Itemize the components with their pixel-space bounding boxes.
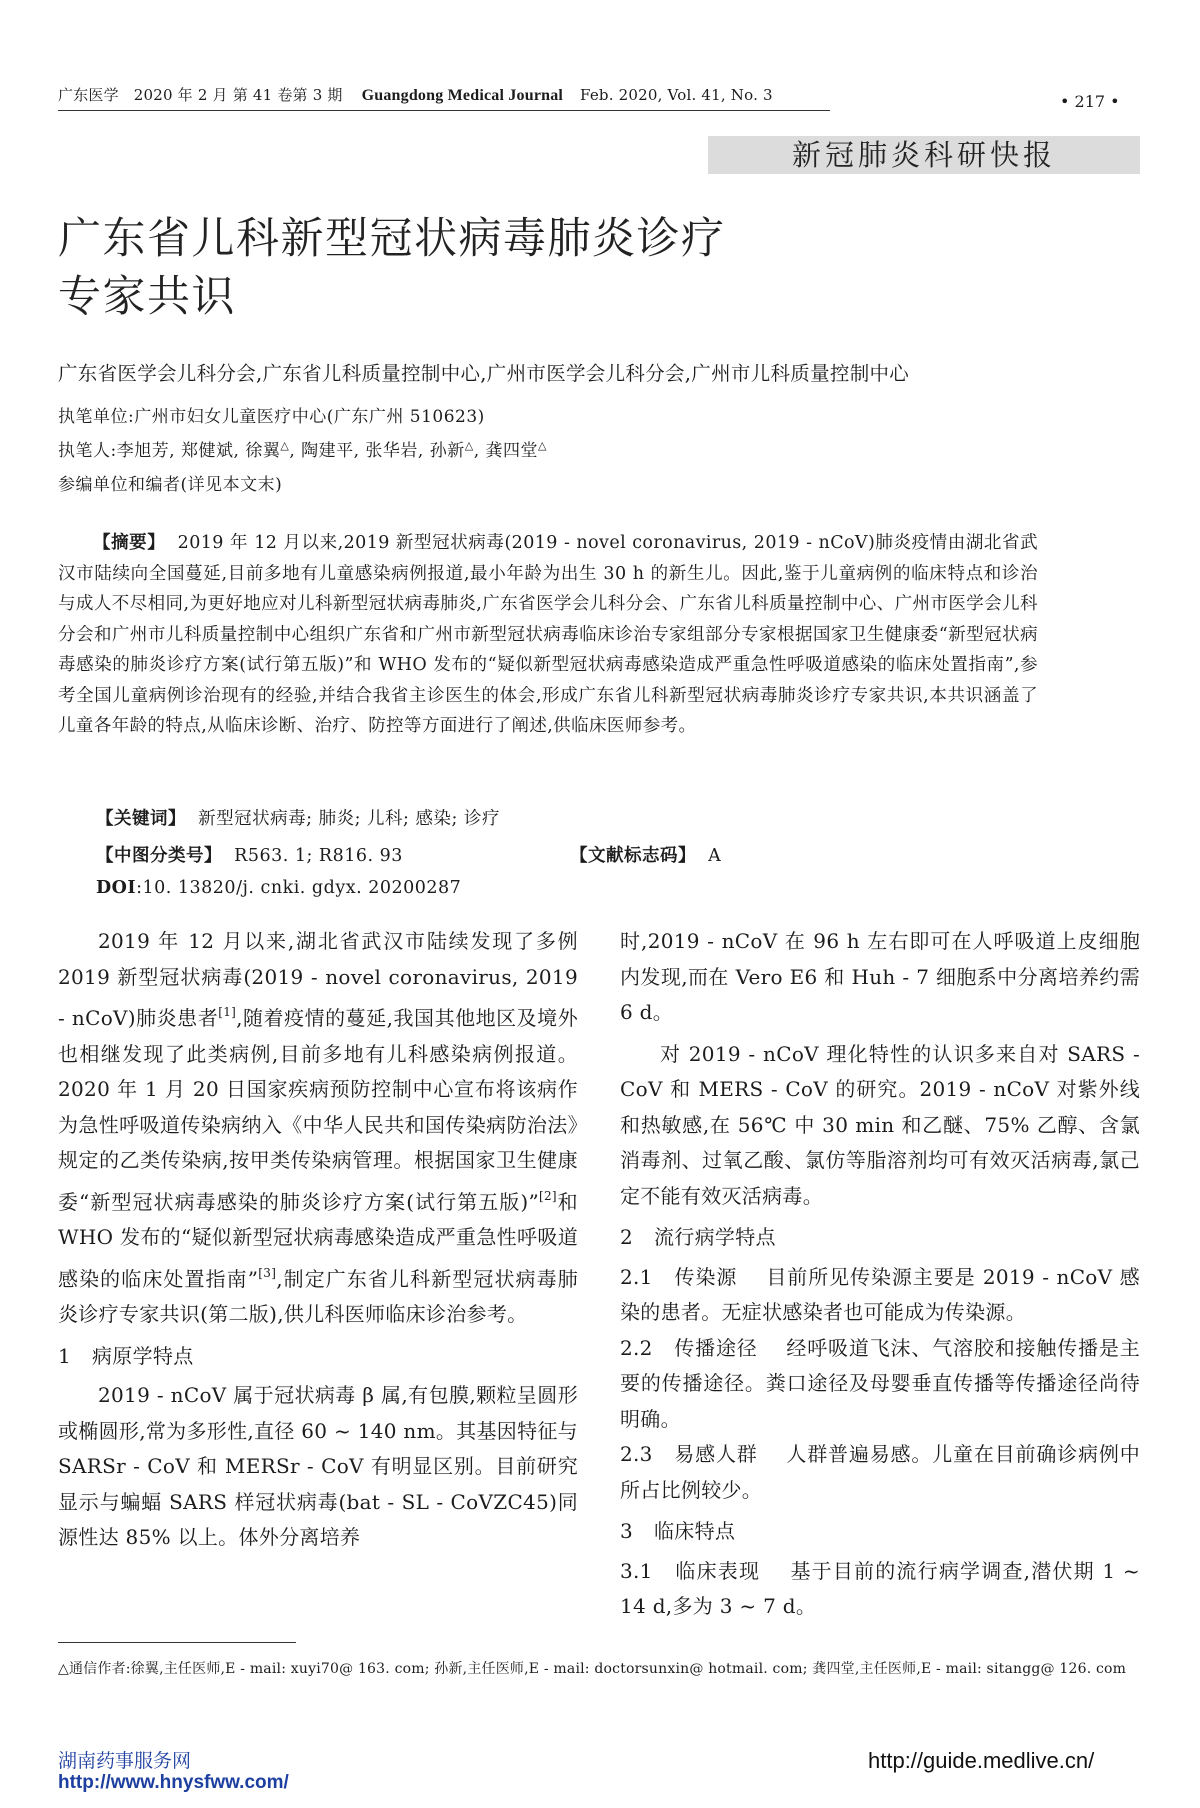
culture-paragraph: 时,2019 - nCoV 在 96 h 左右即可在人呼吸道上皮细胞内发现,而在 Vero E6 和 Huh - 7 细胞系中分离培养约需 6 d。: [620, 929, 1140, 1024]
watermark-medlive-url[interactable]: http://guide.medlive.cn/: [868, 1748, 1095, 1773]
header-rule: [58, 110, 830, 111]
subsection-title: 易感人群: [674, 1442, 758, 1466]
clc-label: 【中图分类号】: [96, 846, 222, 866]
issue-info-en: Feb. 2020, Vol. 41, No. 3: [580, 86, 773, 104]
physicochemical-paragraph: 对 2019 - nCoV 理化特性的认识多来自对 SARS - CoV 和 MERS - CoV 的研究。2019 - nCoV 对紫外线和热敏感,在 56℃ 中 30 min 和乙醚、75% 乙醇、含氯消毒剂、过氧乙酸、氯仿等脂溶剂均可有效灭活病毒,氯己定不能有效灭活病毒。: [620, 1041, 1140, 1208]
section-heading-3: [620, 1514, 1140, 1550]
writers-b: , 陶建平, 张华岩, 孙新: [289, 441, 465, 461]
section-heading-2: [620, 1220, 1140, 1256]
subsection-number: 3.1: [620, 1558, 653, 1583]
writers: [58, 436, 547, 461]
title-line-2: 专家共识: [58, 272, 236, 322]
clc-number: [96, 842, 403, 867]
citation-3[interactable]: [3]: [258, 1265, 277, 1280]
abstract-text: 2019 年 12 月以来,2019 新型冠状病毒(2019 - novel coronavirus, 2019 - nCoV)肺炎疫情由湖北省武汉市陆续向全国蔓延,目前多地有儿童感染病例报道,最小年龄为出生 30 h 的新生儿。因此,鉴于儿童病例的临床特点和诊治与成人不尽相同,为更好地应对儿科新型冠状病毒肺炎,广东省医学会儿科分会、广东省儿科质量控制中心、广州市医学会儿科分会和广州市儿科质量控制中心组织广东省和广州市新型冠状病毒临床诊治专家组部分专家根据国家卫生健康委“新型冠状病毒感染的肺炎诊疗方案(试行第五版)”和 WHO 发布的“疑似新型冠状病毒感染造成严重急性呼吸道感染的临床处置指南”,参考全国儿童病例诊治现有的经验,并结合我省主诊医生的体会,形成广东省儿科新型冠状病毒肺炎诊疗专家共识,本共识涵盖了儿童各年龄的特点,从临床诊断、治疗、防控等方面进行了阐述,供临床医师参考。: [58, 533, 1038, 736]
body-column-left: [58, 924, 578, 1556]
abstract: [58, 528, 1038, 742]
subsection-number: 2.2: [620, 1335, 653, 1360]
doi-label: DOI: [96, 878, 137, 898]
title-line-1: 广东省儿科新型冠状病毒肺炎诊疗: [58, 214, 726, 264]
body-column-right: [620, 924, 1140, 1625]
subsection-text: 人群普遍易感。儿童在目前确诊病例中所占比例较少。: [620, 1442, 1140, 1502]
section-number: 2: [620, 1225, 634, 1249]
keywords-label: 【关键词】: [96, 809, 186, 829]
writers-c: , 龚四堂: [473, 441, 539, 461]
section-title: 临床特点: [654, 1519, 736, 1543]
subsection-number: 2.1: [620, 1264, 653, 1289]
subsection-2-3: [620, 1437, 1140, 1508]
intro-text-3: 和 WHO 发布的“疑似新型冠状病毒感染造成严重急性呼吸道感染的临床处置指南”: [58, 1189, 578, 1291]
abstract-label: 【摘要】: [93, 533, 166, 553]
keywords: [96, 805, 500, 830]
watermark-site-name: 湖南药事服务网: [58, 1751, 192, 1772]
subsection-text: 经呼吸道飞沫、气溶胶和接触传播是主要的传播途径。粪口途径及母婴垂直传播等传播途径尚待明确。: [620, 1335, 1140, 1431]
section-number: 1: [58, 1343, 72, 1368]
article-title: [58, 210, 726, 326]
intro-paragraph: [58, 924, 578, 1333]
subsection-text: 目前所见传染源主要是 2019 - nCoV 感染的患者。无症状感染者也可能成为传染源。: [620, 1264, 1140, 1324]
running-header: [58, 84, 773, 105]
corresponding-mark: △: [538, 439, 547, 452]
footnote-rule: [58, 1642, 296, 1643]
doi-text: :10. 13820/j. cnki. gdyx. 20200287: [136, 878, 462, 898]
subsection-title: 传染源: [674, 1264, 738, 1289]
page-number: • 217 •: [1060, 92, 1120, 111]
etiology-paragraph: 2019 - nCoV 属于冠状病毒 β 属,有包膜,颗粒呈圆形或椭圆形,常为多形性,直径 60 ~ 140 nm。其基因特征与 SARSr - CoV 和 MERSr - CoV 有明显区别。目前研究显示与蝙蝠 SARS 样冠状病毒(bat - SL - CoVZC45)同源性达 85% 以上。体外分离培养: [58, 1383, 578, 1549]
document-code: [570, 842, 721, 867]
writing-unit: 执笔单位:广州市妇女儿童医疗中心(广东广州 510623): [58, 407, 485, 427]
keywords-text: 新型冠状病毒; 肺炎; 儿科; 感染; 诊疗: [198, 809, 500, 829]
intro-text-2: ,随着疫情的蔓延,我国其他地区及境外也相继发现了此类病例,目前多地有儿科感染病例报道。2020 年 1 月 20 日国家疾病预防控制中心宣布将该病作为急性呼吸道传染病纳入《中华人民共和国传染病防治法》规定的乙类传染病,按甲类传染病管理。根据国家卫生健康委“新型冠状病毒感染的肺炎诊疗方案(试行第五版)”: [58, 1006, 578, 1214]
subsection-2-1: [620, 1260, 1140, 1331]
author-organizations: 广东省医学会儿科分会,广东省儿科质量控制中心,广州市医学会儿科分会,广州市儿科质量控制中心: [58, 362, 910, 385]
intro-text-1: 2019 年 12 月以来,湖北省武汉市陆续发现了多例 2019 新型冠状病毒(2019 - novel coronavirus, 2019 - nCoV)肺炎患者: [58, 929, 578, 1030]
column-banner: 新冠肺炎科研快报: [708, 136, 1140, 174]
subsection-text: 基于目前的流行病学调查,潜伏期 1 ~ 14 d,多为 3 ~ 7 d。: [620, 1558, 1140, 1618]
citation-2[interactable]: [2]: [539, 1188, 557, 1203]
watermark-site-url[interactable]: http://www.hnysfww.com/: [58, 1772, 289, 1793]
intro-text-4: ,制定广东省儿科新型冠状病毒肺炎诊疗专家共识(第二版),供儿科医师临床诊治参考。: [58, 1266, 579, 1326]
issue-info-cn: 2020 年 2 月 第 41 卷第 3 期: [133, 86, 343, 104]
journal-name-en: Guangdong Medical Journal: [361, 87, 564, 104]
subsection-title: 临床表现: [675, 1558, 761, 1583]
writers-a: 执笔人:李旭芳, 郑健斌, 徐翼: [58, 441, 281, 461]
subsection-3-1: [620, 1554, 1140, 1625]
corresponding-mark: △: [464, 439, 474, 452]
doccode-text: A: [708, 846, 722, 866]
section-title: 病原学特点: [92, 1343, 194, 1368]
subsection-title: 传播途径: [674, 1335, 758, 1360]
contributors-note: 参编单位和编者(详见本文末): [58, 475, 283, 495]
subsection-number: 2.3: [620, 1442, 653, 1466]
section-heading-1: [58, 1339, 578, 1375]
corresponding-authors-footnote: △通信作者:徐翼,主任医师,E - mail: xuyi70@ 163. com; 孙新,主任医师,E - mail: doctorsunxin@ hotmail. com; 龚四堂,主任医师,E - mail: sitangg@ 126. com: [58, 1661, 1127, 1677]
citation-1[interactable]: [1]: [218, 1005, 237, 1019]
corresponding-mark: △: [280, 439, 290, 452]
subsection-2-2: [620, 1331, 1140, 1438]
doccode-label: 【文献标志码】: [570, 846, 696, 866]
journal-name-cn: 广东医学: [58, 86, 119, 104]
clc-text: R563. 1; R816. 93: [234, 846, 403, 866]
doi: [96, 878, 461, 898]
section-title: 流行病学特点: [654, 1225, 776, 1249]
section-number: 3: [620, 1519, 634, 1543]
